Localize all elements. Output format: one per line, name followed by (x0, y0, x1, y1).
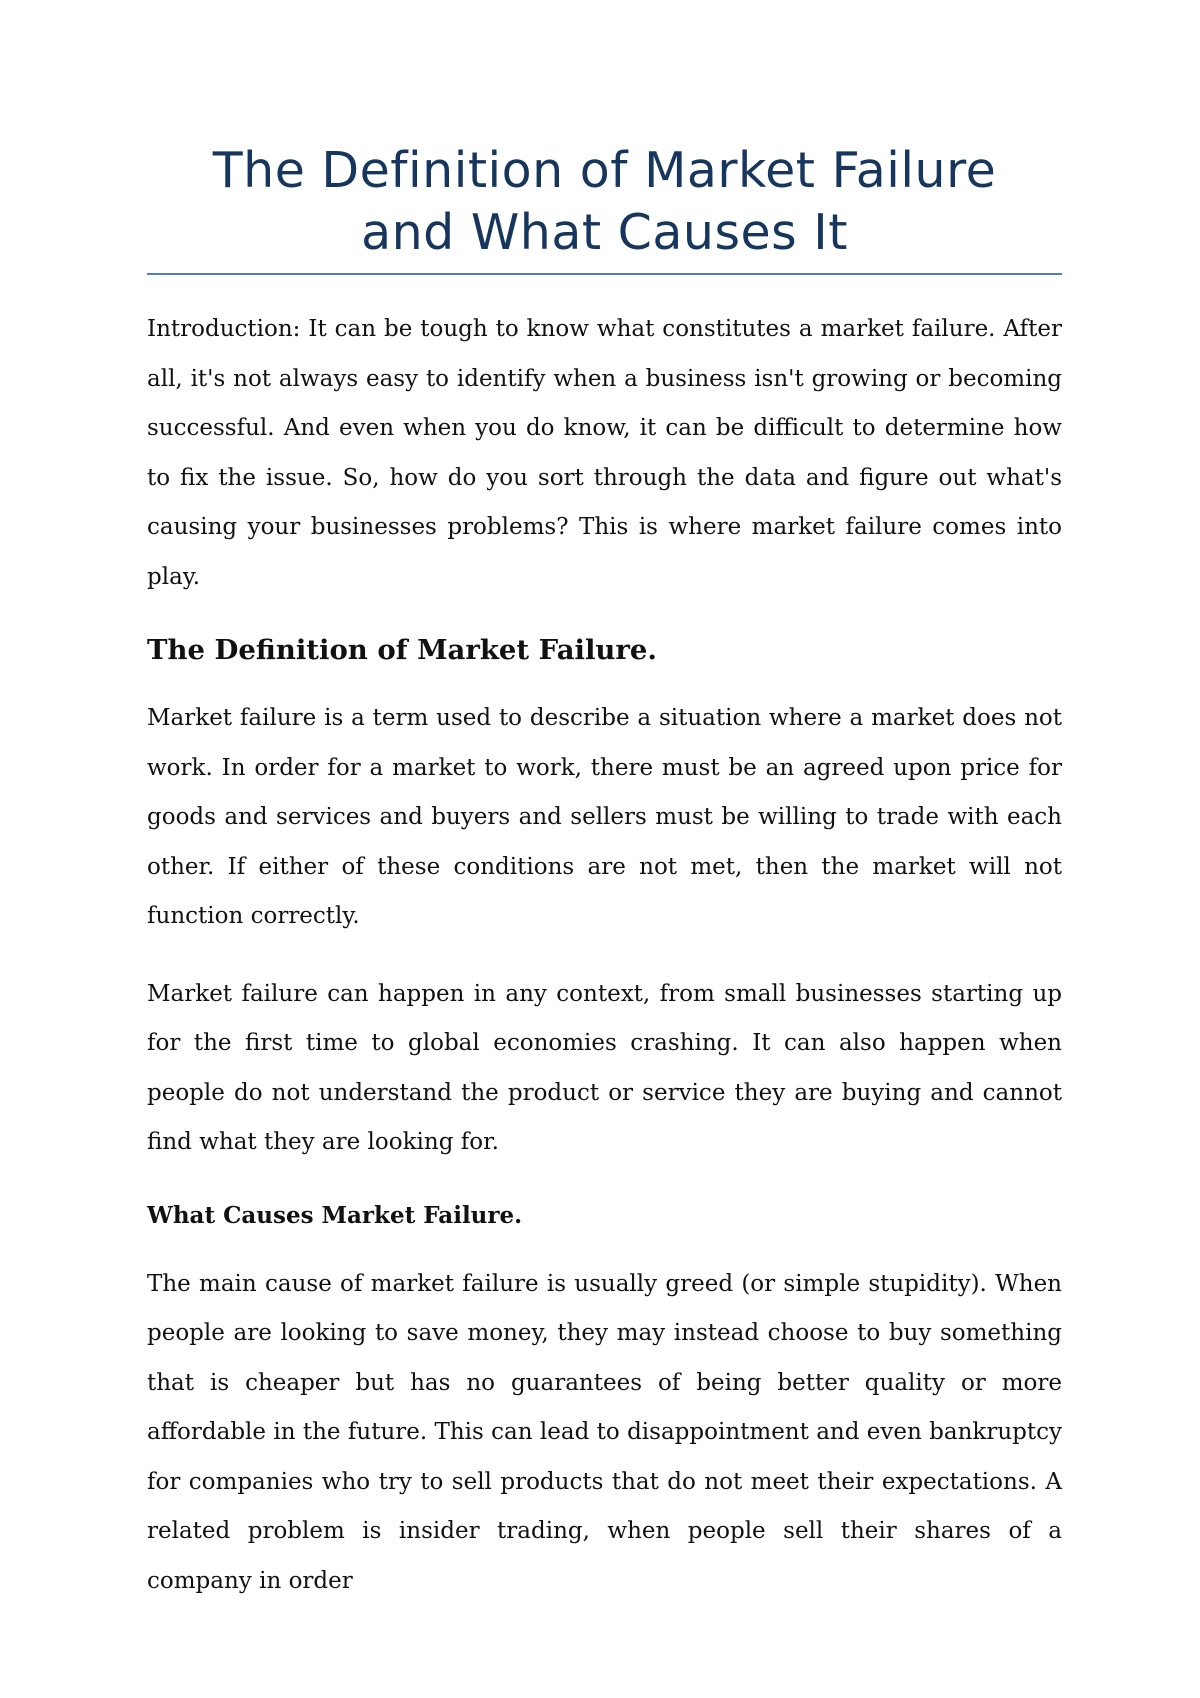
section-heading-definition: The Definition of Market Failure. (147, 634, 657, 666)
title-line-2: and What Causes It (361, 204, 848, 261)
title-line-1: The Definition of Market Failure (212, 142, 997, 199)
title-underline (147, 273, 1062, 275)
section-heading-causes: What Causes Market Failure. (147, 1201, 523, 1229)
causes-paragraph: The main cause of market failure is usually greed (or simple stupidity). When people are looking to save money, they may instead choose to buy something that is cheaper but has no guarantees of being better quality or more affordable in the future. This can lead to disappointment and even bankruptcy for companies who try to sell products that do not meet their expectations. A related problem is insider trading, when people sell their shares of a company in order (147, 1270, 1062, 1594)
document-title (147, 140, 1062, 264)
document-body (147, 140, 1062, 1634)
definition-paragraph-1: Market failure is a term used to describe a situation where a market does not work. In order for a market to work, there must be an agreed upon price for goods and services and buyers and sellers must be willing to trade with each other. If either of these conditions are not met, then the market will not function correctly. (147, 705, 1062, 929)
definition-paragraph-2: Market failure can happen in any context, from small businesses starting up for the first time to global economies crashing. It can also happen when people do not understand the product or service they are buying and cannot find what they are looking for. (147, 980, 1062, 1155)
intro-paragraph: Introduction: It can be tough to know what constitutes a market failure. After all, it's not always easy to identify when a business isn't growing or becoming successful. And even when you do know, it can be difficult to determine how to fix the issue. So, how do you sort through the data and figure out what's causing your businesses problems? This is where market failure comes into play. (147, 316, 1062, 590)
